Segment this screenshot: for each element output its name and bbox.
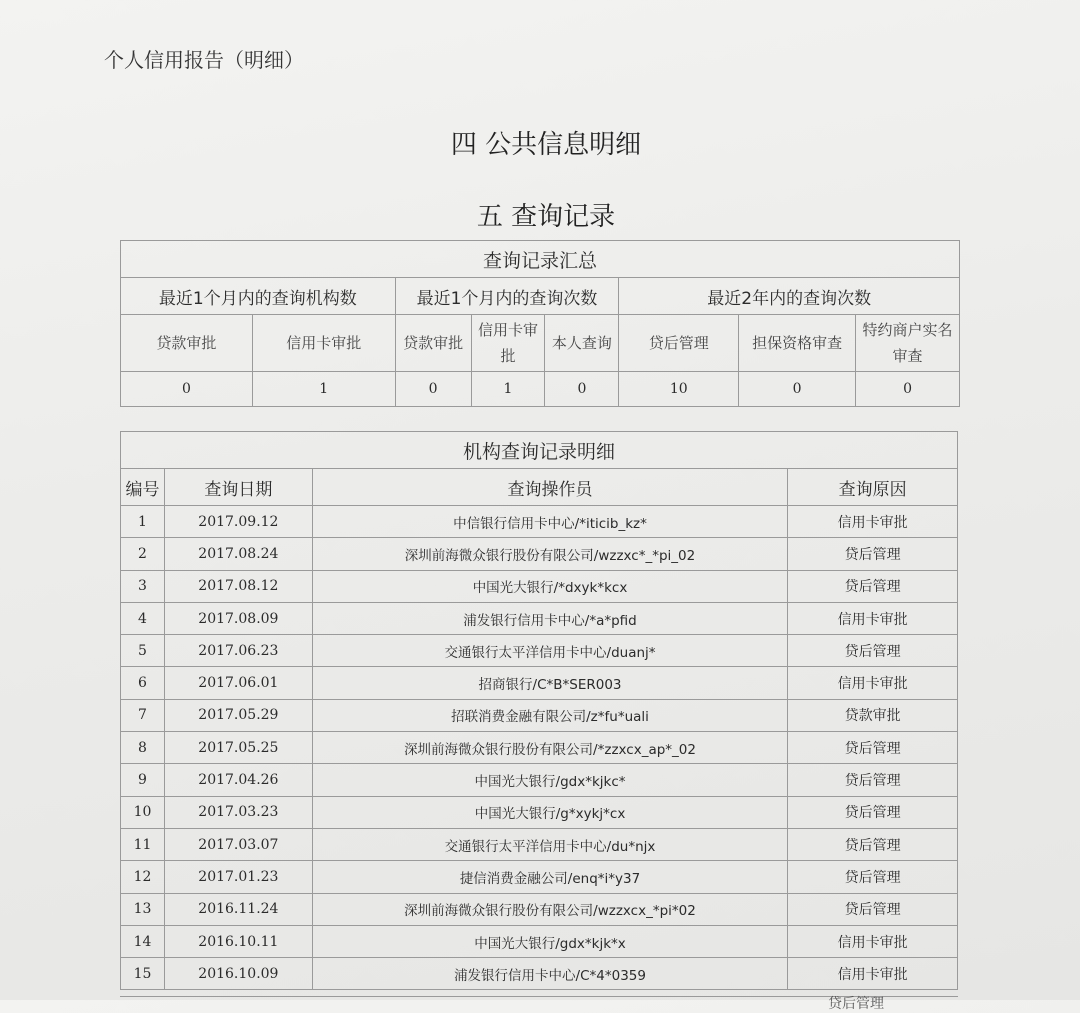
row-operator: 深圳前海微众银行股份有限公司/*zzxcx_ap*_02 (312, 732, 787, 764)
row-reason: 贷后管理 (788, 570, 958, 602)
row-operator: 中国光大银行/gdx*kjk*x (312, 925, 787, 957)
section-5-title: 五 查询记录 (476, 202, 616, 232)
section-4-title: 四 公共信息明细 (450, 130, 642, 160)
row-reason: 贷后管理 (788, 635, 958, 667)
row-no: 14 (121, 925, 165, 957)
row-no: 6 (121, 667, 165, 699)
row-operator: 中国光大银行/*dxyk*kcx (312, 570, 787, 602)
summary-value: 0 (739, 372, 856, 407)
row-date: 2017.03.07 (164, 828, 312, 860)
summary-value: 1 (252, 372, 395, 407)
row-date: 2017.06.01 (164, 667, 312, 699)
summary-caption: 查询记录汇总 (121, 241, 960, 278)
row-no: 13 (121, 893, 165, 925)
summary-sub-header: 信用卡审批 (252, 315, 395, 372)
row-reason: 贷后管理 (788, 538, 958, 570)
table-row (121, 925, 958, 957)
row-operator: 捷信消费金融公司/enq*i*y37 (312, 861, 787, 893)
row-no: 11 (121, 828, 165, 860)
row-reason: 信用卡审批 (788, 958, 958, 990)
page-header: 个人信用报告（明细） (104, 48, 304, 72)
row-date: 2017.03.23 (164, 796, 312, 828)
table-row (121, 538, 958, 570)
summary-value: 0 (395, 372, 471, 407)
row-operator: 深圳前海微众银行股份有限公司/wzzxcx_*pi*02 (312, 893, 787, 925)
row-date: 2017.05.25 (164, 732, 312, 764)
table-row (121, 506, 958, 538)
row-reason: 贷后管理 (788, 764, 958, 796)
table-row (121, 893, 958, 925)
row-no: 12 (121, 861, 165, 893)
row-no: 4 (121, 602, 165, 634)
row-date: 2016.10.11 (164, 925, 312, 957)
inquiry-detail-table (120, 431, 958, 990)
row-date: 2017.05.29 (164, 699, 312, 731)
row-reason: 贷款审批 (788, 699, 958, 731)
row-operator: 中国光大银行/gdx*kjkc* (312, 764, 787, 796)
row-no: 7 (121, 699, 165, 731)
summary-sub-header: 贷款审批 (395, 315, 471, 372)
row-no: 5 (121, 635, 165, 667)
row-reason: 贷后管理 (788, 861, 958, 893)
row-reason: 贷后管理 (788, 828, 958, 860)
cut-off-row (120, 996, 958, 1012)
row-no: 2 (121, 538, 165, 570)
row-operator: 交通银行太平洋信用卡中心/duanj* (312, 635, 787, 667)
summary-value: 0 (856, 372, 960, 407)
row-no: 10 (121, 796, 165, 828)
inquiry-summary-table (120, 240, 960, 407)
row-date: 2017.08.12 (164, 570, 312, 602)
row-date: 2016.10.09 (164, 958, 312, 990)
table-row (121, 958, 958, 990)
table-row (121, 667, 958, 699)
col-header-reason: 查询原因 (788, 469, 958, 506)
row-reason: 贷后管理 (788, 796, 958, 828)
row-operator: 中信银行信用卡中心/*iticib_kz* (312, 506, 787, 538)
summary-group-header: 最近1个月内的查询机构数 (121, 278, 396, 315)
table-row (121, 635, 958, 667)
cut-off-reason: 贷后管理 (828, 996, 884, 1012)
summary-value: 10 (619, 372, 739, 407)
row-no: 9 (121, 764, 165, 796)
summary-sub-header: 特约商户实名审查 (856, 315, 960, 372)
row-reason: 信用卡审批 (788, 925, 958, 957)
table-row (121, 828, 958, 860)
row-date: 2017.01.23 (164, 861, 312, 893)
row-reason: 贷后管理 (788, 732, 958, 764)
summary-group-header: 最近2年内的查询次数 (619, 278, 960, 315)
row-operator: 浦发银行信用卡中心/*a*pfid (312, 602, 787, 634)
table-row (121, 861, 958, 893)
summary-sub-header: 担保资格审查 (739, 315, 856, 372)
row-operator: 浦发银行信用卡中心/C*4*0359 (312, 958, 787, 990)
row-date: 2017.08.09 (164, 602, 312, 634)
summary-sub-header: 贷后管理 (619, 315, 739, 372)
row-operator: 深圳前海微众银行股份有限公司/wzzxc*_*pi_02 (312, 538, 787, 570)
row-operator: 招联消费金融有限公司/z*fu*uali (312, 699, 787, 731)
table-row (121, 570, 958, 602)
table-row (121, 796, 958, 828)
row-reason: 信用卡审批 (788, 602, 958, 634)
row-operator: 中国光大银行/g*xykj*cx (312, 796, 787, 828)
row-operator: 交通银行太平洋信用卡中心/du*njx (312, 828, 787, 860)
row-date: 2017.08.24 (164, 538, 312, 570)
row-no: 3 (121, 570, 165, 602)
row-date: 2016.11.24 (164, 893, 312, 925)
row-reason: 信用卡审批 (788, 506, 958, 538)
table-row (121, 732, 958, 764)
col-header-operator: 查询操作员 (312, 469, 787, 506)
row-reason: 贷后管理 (788, 893, 958, 925)
row-date: 2017.06.23 (164, 635, 312, 667)
summary-value: 0 (545, 372, 619, 407)
detail-caption: 机构查询记录明细 (121, 432, 958, 469)
row-date: 2017.09.12 (164, 506, 312, 538)
row-no: 8 (121, 732, 165, 764)
summary-group-header: 最近1个月内的查询次数 (395, 278, 619, 315)
table-row (121, 699, 958, 731)
summary-sub-header: 贷款审批 (121, 315, 253, 372)
row-no: 1 (121, 506, 165, 538)
col-header-date: 查询日期 (164, 469, 312, 506)
summary-sub-header: 本人查询 (545, 315, 619, 372)
table-row (121, 764, 958, 796)
summary-sub-header: 信用卡审批 (471, 315, 545, 372)
row-no: 15 (121, 958, 165, 990)
row-reason: 信用卡审批 (788, 667, 958, 699)
summary-value: 0 (121, 372, 253, 407)
row-operator: 招商银行/C*B*SER003 (312, 667, 787, 699)
table-row (121, 602, 958, 634)
summary-value: 1 (471, 372, 545, 407)
col-header-no: 编号 (121, 469, 165, 506)
row-date: 2017.04.26 (164, 764, 312, 796)
